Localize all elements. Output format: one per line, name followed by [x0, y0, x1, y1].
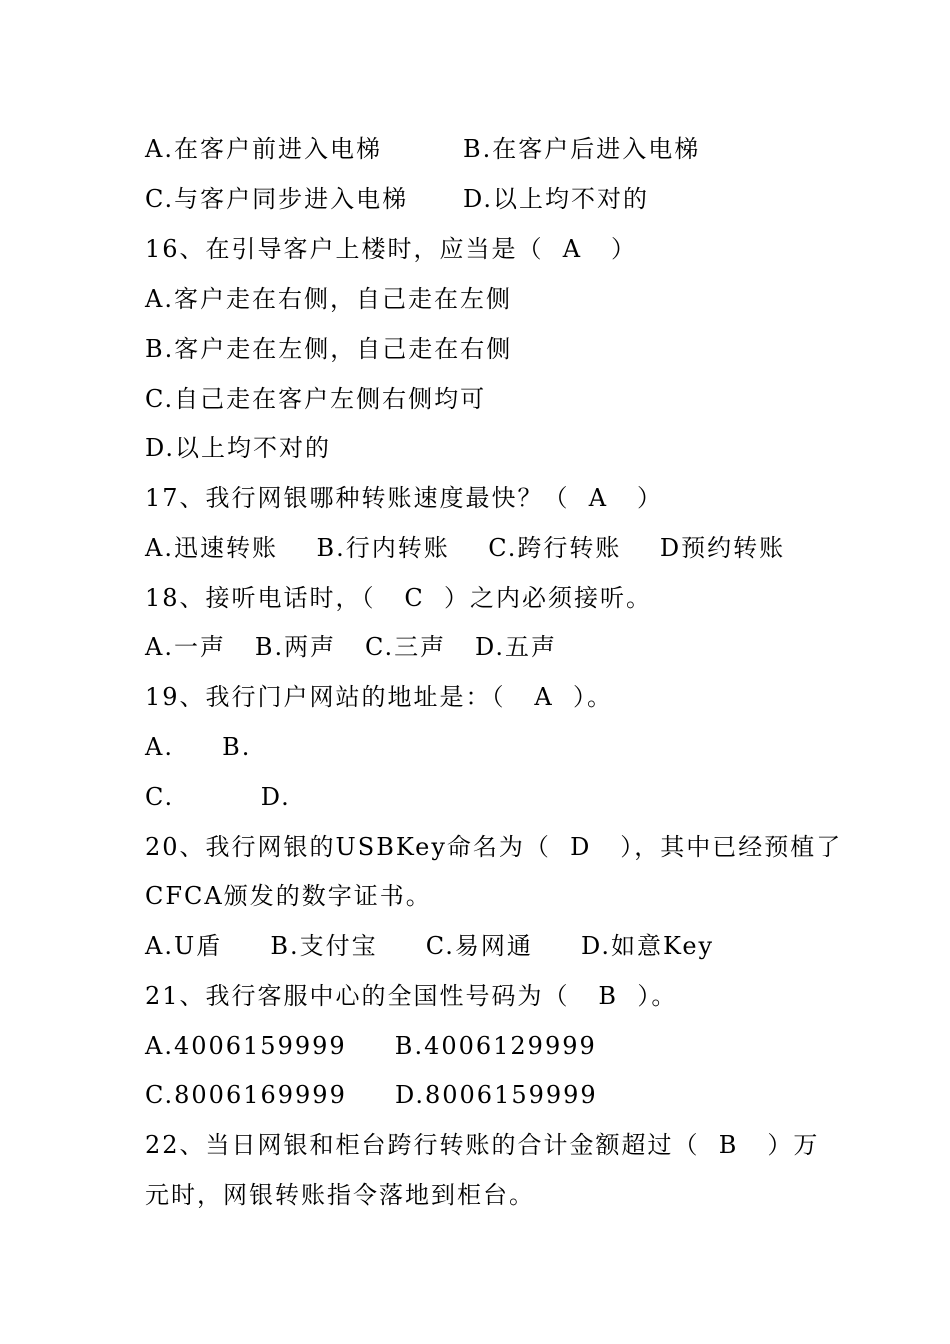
question-21: 21、我行客服中心的全国性号码为（ B ）。: [145, 982, 678, 1010]
option-line: A.迅速转账 B.行内转账 C.跨行转账 D预约转账: [145, 534, 786, 562]
option-line: C.8006169999 D.8006159999: [145, 1081, 598, 1109]
option-line: A. B.: [145, 733, 252, 761]
question-17: 17、我行网银哪种转账速度最快？（ A ）: [145, 484, 664, 512]
option-line: A.客户走在右侧，自己走在左侧: [145, 285, 512, 313]
question-18: 18、接听电话时，（ C ）之内必须接听。: [145, 584, 653, 612]
option-line: C.自己走在客户左侧右侧均可: [145, 385, 487, 413]
option-line: A.4006159999 B.4006129999: [145, 1032, 597, 1060]
question-22: 22、当日网银和柜台跨行转账的合计金额超过（ B ）万: [145, 1131, 820, 1159]
question-16: 16、在引导客户上楼时，应当是（ A ）: [145, 235, 638, 263]
option-line: A.U盾 B.支付宝 C.易网通 D.如意Key: [145, 932, 715, 960]
option-line: A.一声 B.两声 C.三声 D.五声: [145, 633, 558, 661]
option-c: C.与客户同步进入电梯: [145, 185, 409, 213]
option-a: A.在客户前进入电梯: [145, 135, 382, 163]
option-line: B.客户走在左侧，自己走在右侧: [145, 335, 513, 363]
option-line: C. D.: [145, 783, 291, 811]
question-22-continued: 元时，网银转账指令落地到柜台。: [145, 1181, 535, 1209]
option-line: D.以上均不对的: [145, 434, 332, 462]
option-b: B.在客户后进入电梯: [463, 135, 701, 163]
question-20: 20、我行网银的USBKey命名为（ D ），其中已经预植了: [145, 833, 843, 861]
question-19: 19、我行门户网站的地址是：（ A ）。: [145, 683, 614, 711]
question-20-continued: CFCA颁发的数字证书。: [145, 882, 432, 910]
option-d: D.以上均不对的: [463, 185, 650, 213]
